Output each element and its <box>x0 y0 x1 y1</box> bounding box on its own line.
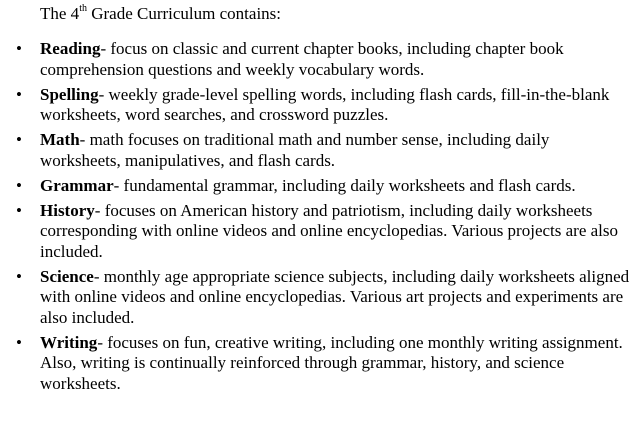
bullet-icon: • <box>16 130 22 149</box>
bullet-icon: • <box>16 175 22 195</box>
subject-description: - fundamental grammar, including daily worksheets and flash cards. <box>113 175 576 195</box>
intro-line <box>40 3 281 25</box>
bullet-icon: • <box>16 84 22 104</box>
bullet-icon: • <box>16 39 22 58</box>
subject-term: Writing <box>40 332 98 352</box>
bullet-icon: • <box>16 332 22 352</box>
subject-term: Science <box>40 266 94 286</box>
subject-term: Math <box>40 130 80 149</box>
subject-description: - focuses on American history and patriotism, including daily worksheets corresponding with online videos and online encyclopedias. Various projects are also included. <box>40 200 619 261</box>
list-item-grammar <box>0 176 640 197</box>
curriculum-list <box>0 39 640 399</box>
subject-description: - monthly age appropriate science subjects, including daily worksheets aligned with online videos and online encyclopedias. Various art projects and experiments are also included. <box>40 266 630 327</box>
bullet-icon: • <box>16 200 22 220</box>
subject-description: - math focuses on traditional math and number sense, including daily worksheets, manipulatives, and flash cards. <box>40 130 550 170</box>
intro-prefix: The 4 <box>40 4 80 23</box>
subject-description: - focuses on fun, creative writing, including one monthly writing assignment. Also, writing is continually reinforced through grammar, history, and science worksheets. <box>40 332 623 393</box>
subject-description: - weekly grade-level spelling words, including flash cards, fill-in-the-blank worksheets, word searches, and crossword puzzles. <box>40 84 610 124</box>
list-item-spelling <box>0 85 640 126</box>
subject-term: Reading <box>40 39 101 58</box>
subject-term: History <box>40 200 95 220</box>
list-item-reading <box>0 39 640 80</box>
subject-term: Grammar <box>40 175 114 195</box>
subject-term: Spelling <box>40 84 99 104</box>
list-item-writing <box>0 333 640 395</box>
intro-suffix: Grade Curriculum contains: <box>86 4 281 23</box>
subject-description: - focus on classic and current chapter books, including chapter book comprehension questions and weekly vocabulary words. <box>40 39 564 79</box>
bullet-icon: • <box>16 266 22 286</box>
list-item-math <box>0 130 640 171</box>
list-item-history <box>0 201 640 263</box>
intro-superscript: th <box>79 3 87 15</box>
list-item-science <box>0 267 640 329</box>
